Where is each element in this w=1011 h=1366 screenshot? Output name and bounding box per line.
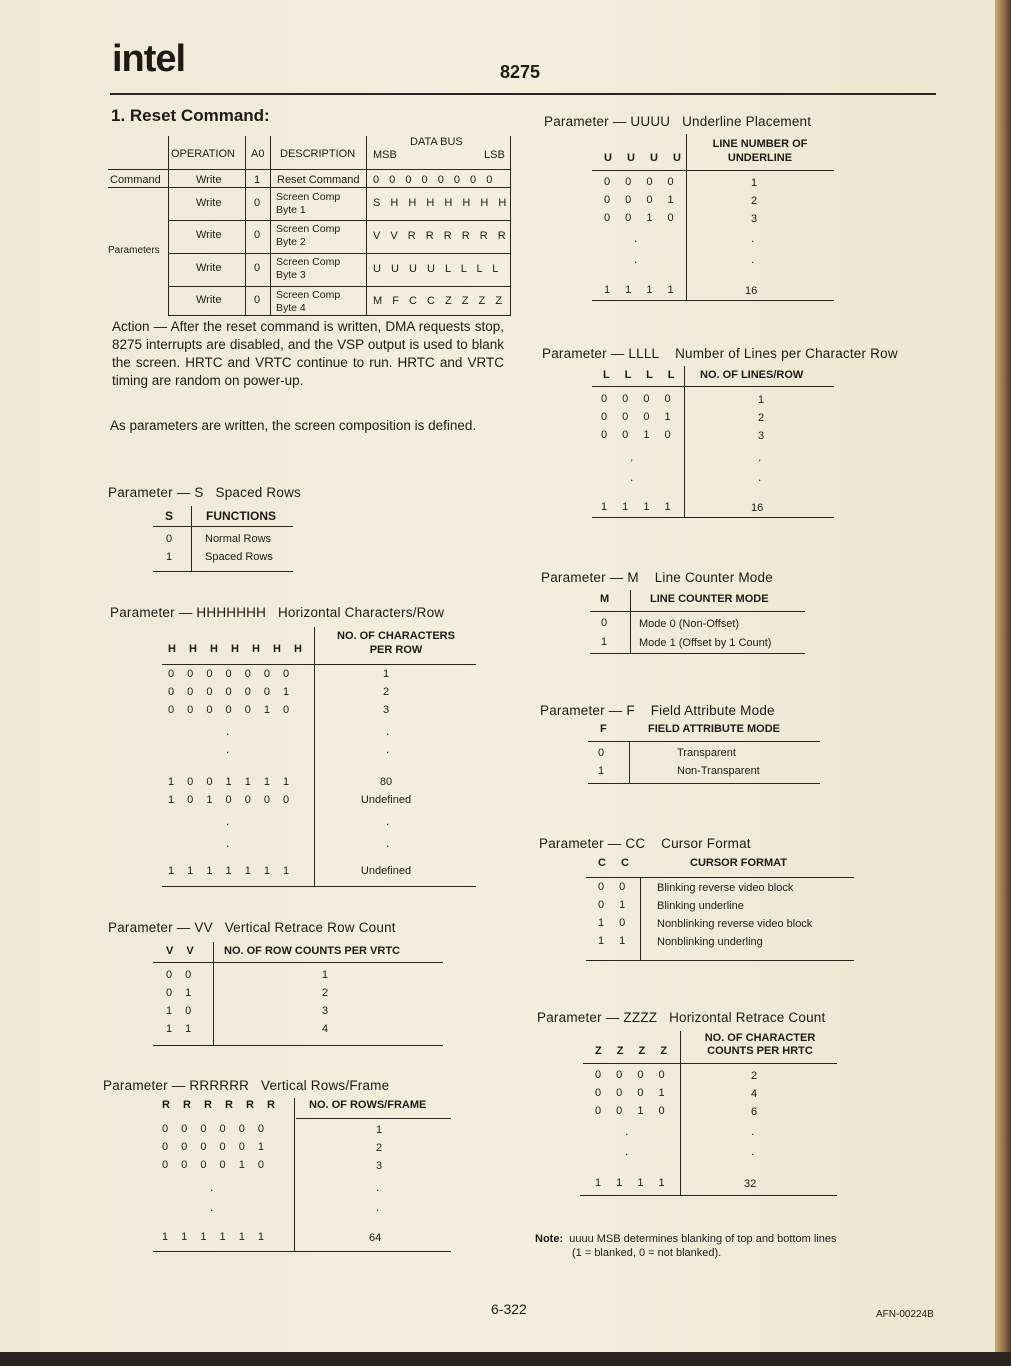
- document-page: intel 8275 1. Reset Command: OPERATION A0 DESCRIPTION DATA BUS MSB LSB Command Parameters Write 1 Reset Command 0 0 0 0 0 0 0 0 Write 0 Screen Comp Byte 1 S H H H H H H H Write 0 Screen Comp Byte 2 V V R R R R R R Write 0 Screen Comp Byte 3 U U U U L L L L Write 0 Screen Comp Byte 4 M F C C Z Z Z Z Action — After the reset command is written, DMA requests stop, 8275 interrupts are disabled, and the VSP output is used to blank the screen. HRTC and VRTC continue to run. HRTC and VRTC timing are random on power-up. As parameters are written, the screen composition is defined. Parameter — S Spaced Rows S FUNCTIONS 0 Normal Rows 1 Spaced Rows Parameter — HHHHHHH Horizontal Characters/Row H H H H H H H NO. OF CHARACTERS PER ROW 0 0 0 0 0 0 0 1 0 0 0 0 0 0 1 2 0 0 0 0 0 1 0 3 . . . . 1 0 0 1 1 1 1 80 1 0 1 0 0 0 0 Undefined . . . . 1 1 1 1 1 1 1 Undefined Parameter — VV Vertical Retrace Row Count V V NO. OF ROW COUNTS PER VRTC 0 0 1 0 1 2 1 0 3 1 1 4 Parameter — RRRRRR Vertical Rows/Frame R R R R R R NO. OF ROWS/FRAME 0 0 0 0 0 0 1 0 0 0 0 0 1 2 0 0 0 0 1 0 3 . . . . 1 1 1 1 1 1 64 Parameter — UUUU Underline Placement U U U U LINE NUMBER OF UNDERLINE 0 0 0 0 1 0 0 0 1 2 0 0 1 0 3 . . . . 1 1 1 1 16 Parameter — LLLL Number of Lines per Character Row L L L L NO. OF LINES/ROW 0 0 0 0 1 0 0 0 1 2 0 0 1 0 3 . . . . 1 1 1 1 16 Parameter — M Line Counter Mode M LINE COUNTER MODE 0 Mode 0 (Non-Offset) 1 Mode 1 (Offset by 1 Count) Parameter — F Field Attribute Mode F FIELD ATTRIBUTE MODE 0 Transparent 1 Non-Transparent Parameter — CC Cursor Format C C CURSOR FORMAT 0 0 Blinking reverse video block 0 1 Blinking underline 1 0 Nonblinking reverse video block 1 1 Nonblinking underling Parameter — ZZZZ Horizontal Retrace Count Z Z Z Z NO. OF CHARACTER COUNTS PER HRTC 0 0 0 0 2 0 0 0 1 4 0 0 1 0 6 . . . . 1 1 1 1 32 Note: uuuu MSB determines blanking of top and bottom lines (1 = blanked, 0 = not blanked). 6-322 AFN-00224B: [0, 0, 995, 1352]
- table-row: 0 0 0 0: [604, 176, 680, 188]
- table-row-bits: U U U U L L L L: [373, 263, 502, 275]
- table-row: 1 0 0 1 1 1 1: [168, 776, 295, 788]
- table-row: 1 1: [166, 1023, 197, 1035]
- param-z-title: Parameter — ZZZZ Horizontal Retrace Count: [537, 1010, 826, 1025]
- table-row: 0 0 0 0 0 1 0: [168, 704, 295, 716]
- list-item: Blinking underline: [657, 900, 744, 912]
- table-row-a0: 0: [254, 262, 261, 274]
- list-item: 0: [166, 533, 173, 545]
- param-r-title: Parameter — RRRRRR Vertical Rows/Frame: [103, 1078, 390, 1093]
- table-row-op: Write: [196, 174, 222, 186]
- list-item: Mode 1 (Offset by 1 Count): [639, 637, 772, 649]
- command-label: Command: [110, 174, 161, 186]
- param-m-title: Parameter — M Line Counter Mode: [541, 570, 773, 585]
- list-item: 1 0: [598, 917, 632, 929]
- table-row-desc: Screen Comp Byte 1: [276, 191, 341, 216]
- table-row: 0 0 0 0 1 0: [162, 1159, 269, 1171]
- list-item: 0 0: [598, 881, 632, 893]
- list-item: Nonblinking reverse video block: [657, 918, 813, 930]
- table-row-op: Write: [196, 197, 222, 209]
- databus-header: DATA BUS: [410, 136, 463, 148]
- table-row-desc: Reset Command: [277, 174, 360, 186]
- table-row: 1 1 1 1 1 1 1: [168, 865, 295, 877]
- intel-logo: intel: [112, 38, 186, 80]
- table-row-bits: M F C C Z Z Z Z: [373, 295, 506, 307]
- list-item: Non-Transparent: [677, 765, 760, 777]
- table-row: 1 1 1 1: [595, 1177, 671, 1189]
- list-item: Mode 0 (Non-Offset): [639, 618, 740, 630]
- list-item: 1 1: [598, 935, 632, 947]
- list-item: Normal Rows: [205, 533, 272, 545]
- table-row: 0 0 0 0 0 0 0: [168, 668, 295, 680]
- table-row-desc: Screen Comp Byte 4: [276, 289, 341, 314]
- table-row-desc: Screen Comp Byte 2: [276, 223, 341, 248]
- parameters-label: Parameters: [108, 245, 160, 256]
- table-row: 0 0 0 0 0 1: [162, 1141, 269, 1153]
- table-row: 0 0 0 1: [601, 411, 677, 423]
- table-row-bits: V V R R R R R R: [373, 230, 510, 242]
- param-h-title: Parameter — HHHHHHH Horizontal Characters/Row: [110, 605, 445, 620]
- table-row-bits: 0 0 0 0 0 0 0 0: [373, 174, 496, 186]
- table-row: 1 1 1 1 1 1: [162, 1231, 269, 1243]
- section-title: 1. Reset Command:: [111, 106, 270, 125]
- list-item: 1: [601, 636, 608, 648]
- list-item: 0: [601, 617, 608, 629]
- lsb-header: LSB: [484, 149, 505, 161]
- table-row: 0 0 0 0: [595, 1069, 671, 1081]
- a0-header: A0: [251, 148, 265, 160]
- msb-header: MSB: [373, 149, 397, 161]
- desc-header: DESCRIPTION: [280, 148, 356, 160]
- table-row: 0 0 0 0 0 0: [162, 1123, 269, 1135]
- list-item: 1: [598, 765, 605, 777]
- table-row: 1 1 1 1: [604, 284, 680, 296]
- table-row: 0 0: [166, 969, 197, 981]
- param-vv-title: Parameter — VV Vertical Retrace Row Count: [108, 920, 396, 935]
- table-row: 0 0 0 1: [595, 1087, 671, 1099]
- table-row: 0 0 0 0: [601, 393, 677, 405]
- table-row-bits: S H H H H H H H: [373, 197, 510, 209]
- action-paragraph: Action — After the reset command is written, DMA requests stop, 8275 interrupts are disabled, and the VSP output is used to blank the screen. HRTC and VRTC continue to run. HRTC and VRTC timing are random on power-up.: [112, 319, 504, 388]
- param-l-title: Parameter — LLLL Number of Lines per Character Row: [542, 346, 898, 361]
- table-row: 1 1 1 1: [601, 501, 677, 513]
- table-row: 0 0 0 0 0 0 1: [168, 686, 295, 698]
- param-u-title: Parameter — UUUU Underline Placement: [544, 114, 812, 129]
- list-item: Spaced Rows: [205, 551, 273, 563]
- param-f-title: Parameter — F Field Attribute Mode: [540, 703, 775, 718]
- table-row-op: Write: [196, 294, 222, 306]
- table-row: 0 0 1 0: [601, 429, 677, 441]
- list-item: 1: [166, 551, 173, 563]
- table-row-op: Write: [196, 229, 222, 241]
- header-rule: [110, 93, 936, 95]
- table-row: 1 0: [166, 1005, 197, 1017]
- list-item: Blinking reverse video block: [657, 882, 794, 894]
- page-binding-edge: [995, 0, 1011, 1352]
- footnote: Note: uuuu MSB determines blanking of top and bottom lines (1 = blanked, 0 = not blanked).: [535, 1233, 837, 1259]
- table-row: 1 0 1 0 0 0 0: [168, 794, 295, 806]
- param-s-title: Parameter — S Spaced Rows: [108, 485, 301, 500]
- page-number: 6-322: [491, 1301, 527, 1317]
- composition-paragraph: As parameters are written, the screen composition is defined.: [110, 418, 477, 433]
- document-code: AFN-00224B: [876, 1309, 934, 1320]
- part-number: 8275: [500, 62, 541, 82]
- table-row: 0 0 1 0: [604, 212, 680, 224]
- table-row-desc: Screen Comp Byte 3: [276, 256, 341, 281]
- table-row: 0 0 0 1: [604, 194, 680, 206]
- table-row-a0: 0: [254, 197, 261, 209]
- list-item: Transparent: [677, 747, 736, 759]
- list-item: 0: [598, 747, 605, 759]
- table-row: 0 1: [166, 987, 197, 999]
- table-row-op: Write: [196, 262, 222, 274]
- list-item: Nonblinking underling: [657, 936, 763, 948]
- table-row-a0: 0: [254, 229, 261, 241]
- table-row: 0 0 1 0: [595, 1105, 671, 1117]
- op-header: OPERATION: [171, 148, 235, 160]
- list-item: 0 1: [598, 899, 632, 911]
- table-row-a0: 1: [254, 174, 261, 186]
- param-cc-title: Parameter — CC Cursor Format: [539, 836, 751, 851]
- table-row-a0: 0: [254, 294, 261, 306]
